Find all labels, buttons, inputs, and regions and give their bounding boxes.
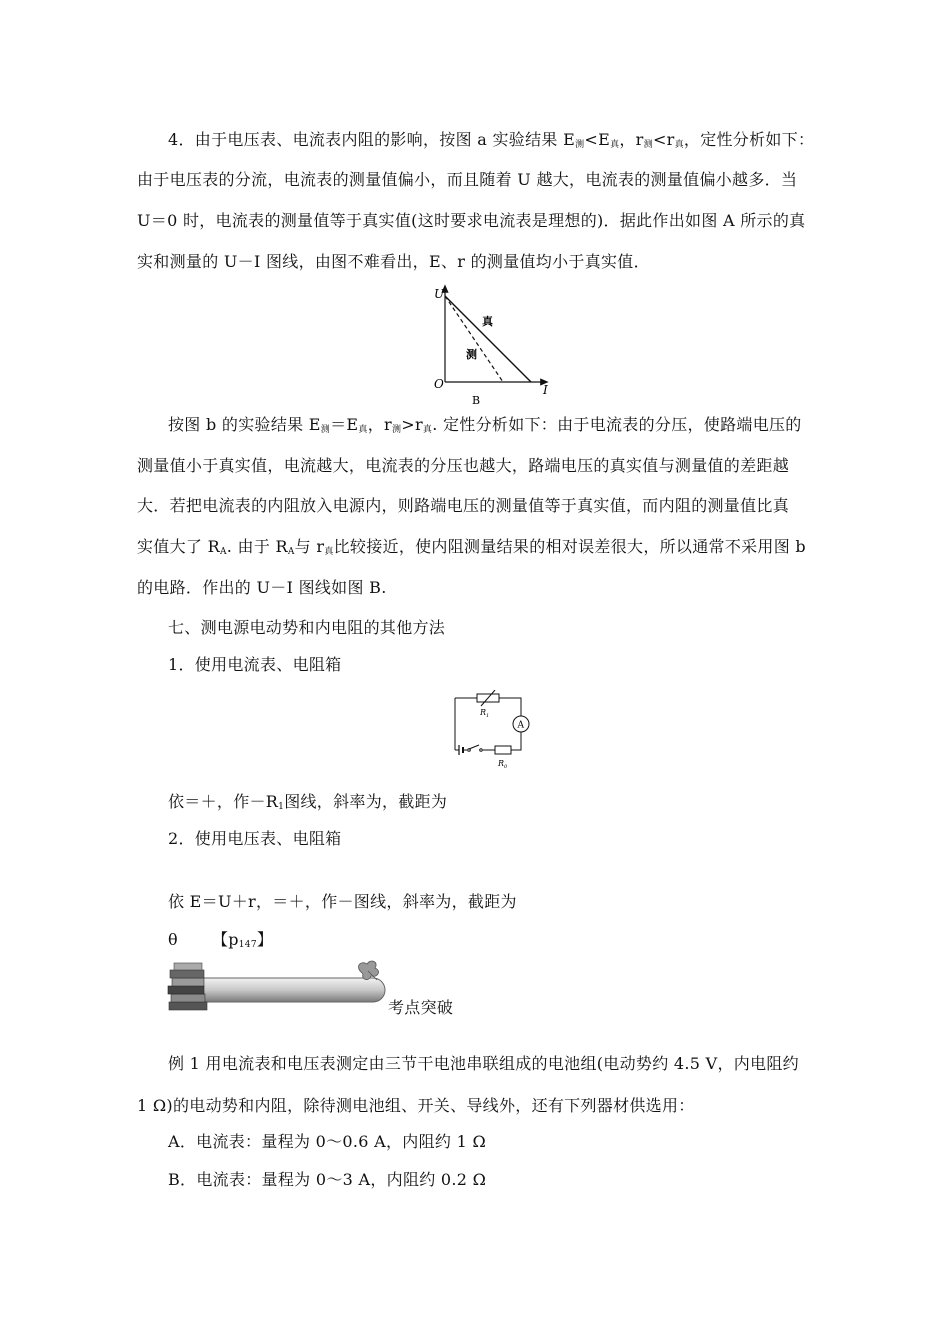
leaf-icon [359, 961, 379, 980]
parab-line1: 按图 b 的实验结果 $E_测=E_真$，$r_测>r_真$. 定性分析如下：由于电流表的分压，使路端电压的 [168, 415, 802, 435]
books-icon [168, 963, 207, 1010]
parab-line4: 实值大了 $R_A$. 由于 $R_A$与 $r_真$比较接近，使内阻测量结果的相对误差很大，所以通常不采用图 b [137, 537, 806, 557]
ammeter-label: A [517, 720, 524, 731]
example1-line1: 例 1 用电流表和电压表测定由三节干电池串联组成的电池组(电动势约 4.5 V，内电阻约 [168, 1054, 799, 1073]
para4-line2: 由于电压表的分流，电流表的测量值偏小，而且随着 U 越大，电流表的测量值偏小越多．当 [137, 170, 798, 189]
eq1: 依＝＋，作$-R_1$图线，斜率为，截距为 [168, 792, 448, 812]
item1-heading: 1．使用电流表、电阻箱 [168, 655, 342, 674]
wire-right [511, 732, 521, 750]
r1-label: $R_1$ [480, 708, 490, 719]
parab-line5: 的电路．作出的 U－I 图线如图 B. [137, 578, 387, 597]
banner-title: 考点突破 [388, 998, 454, 1017]
i-label: I [543, 383, 548, 397]
section7-heading: 七、测电源电动势和内电阻的其他方法 [168, 618, 446, 637]
r0-label: $R_0$ [498, 759, 508, 770]
true-label: 真 [482, 315, 493, 328]
banner-bar [189, 978, 385, 1002]
u-label: U [434, 287, 445, 301]
parab-line2: 测量值小于真实值，电流越大，电流表的分压也越大，路端电压的真实值与测量值的差距越 [137, 456, 790, 475]
graph-caption: B [472, 394, 481, 407]
ui-graph-figure [425, 282, 555, 407]
circuit-diagram [445, 690, 535, 770]
para4-line3: U＝0 时，电流表的测量值等于真实值(这时要求电流表是理想的)．据此作出如图 A 所示的真 [137, 211, 806, 230]
switch-contact-right [480, 749, 483, 752]
para4-line1: 4．由于电压表、电流表内阻的影响，按图 a 实验结果 $E_测<E_真$，$r_测<r_真$，定性分析如下： [168, 130, 815, 150]
eq2: 依 E＝U＋r，＝＋，作－图线，斜率为，截距为 [168, 892, 517, 911]
example1-option-b: B．电流表：量程为 0～3 A，内阻约 0.2 Ω [168, 1170, 487, 1189]
origin-label: O [434, 377, 444, 391]
measured-label: 测 [466, 348, 477, 361]
parab-line3: 大．若把电流表的内阻放入电源内，则路端电压的测量值等于真实值，而内阻的测量值比真 [137, 496, 790, 515]
wire-top-right [499, 698, 521, 716]
switch-blade [469, 745, 479, 749]
item2-heading: 2．使用电压表、电阻箱 [168, 829, 342, 848]
measured-line [445, 296, 503, 382]
true-line [445, 296, 531, 382]
example1-option-a: A．电流表：量程为 0～0.6 A，内阻约 1 Ω [168, 1132, 487, 1151]
page-ref: θ 【$p_{147}$】 [168, 930, 274, 950]
r0-resistor [495, 746, 511, 754]
r1-arrow [481, 690, 495, 706]
para4-line4: 实和测量的 U－I 图线，由图不难看出，E、r 的测量值均小于真实值． [137, 252, 650, 271]
example1-line2: 1 Ω)的电动势和内阻，除待测电池组、开关、导线外，还有下列器材供选用： [137, 1096, 695, 1115]
section-banner [165, 958, 395, 1020]
